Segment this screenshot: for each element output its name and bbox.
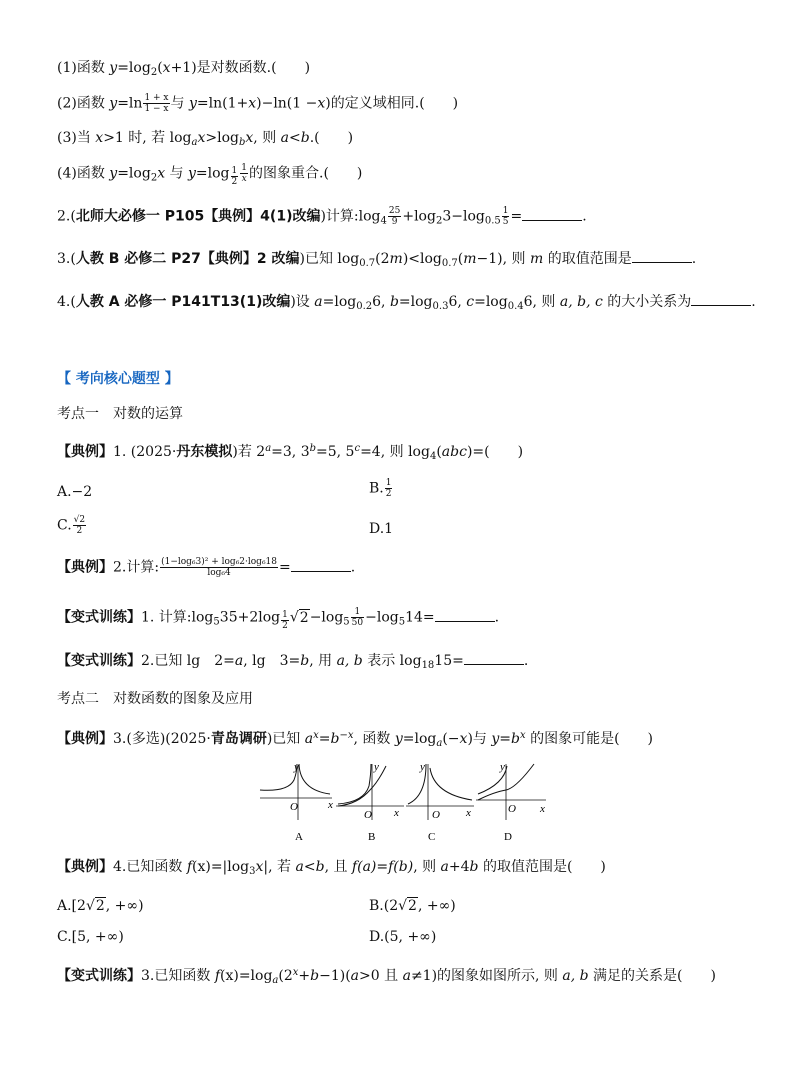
svg-text:y: y — [420, 761, 425, 773]
question-2: 2.(北师大必修一 P105【典例】4(1)改编)计算$:\log_4$ $\frac{25}{9}$ $+\log_23-\log_{0.5}$ $\frac{1}{5}$ = . — [57, 206, 587, 227]
option-graphs — [258, 760, 548, 844]
svg-text:x: x — [328, 799, 333, 811]
option-b[interactable]: B. $\frac{1}{2}$ — [369, 478, 392, 499]
answer-blank[interactable] — [291, 559, 351, 572]
option-d[interactable]: D.(5, +∞) — [369, 929, 437, 945]
svg-text:O: O — [432, 809, 440, 821]
svg-text:y: y — [500, 761, 505, 773]
example-4: 【典例】4.已知函数 $f(x)=|\log_3x|$, 若 a<b, 且 f(a)=f(b), 则 a+4b 的取值范围是( ) — [57, 859, 606, 877]
svg-text:O: O — [364, 809, 372, 821]
section-title: 【 考向核心题型 】 — [57, 371, 179, 387]
svg-text:O: O — [290, 801, 298, 813]
answer-blank[interactable] — [632, 250, 692, 263]
svg-text:x: x — [394, 807, 399, 819]
answer-blank[interactable] — [691, 293, 751, 306]
item-1-2: (2)函数 y=ln $\frac{1 + x}{1 - x}$ 与 y=ln(1+x)−ln(1 −x)的定义域相同.( ) — [57, 93, 459, 114]
fraction: $\frac{\text{(1−log₆3)² + log₆2·log₆18}}{\text{log₆4}}$ — [161, 557, 278, 578]
svg-text:y: y — [374, 761, 379, 773]
svg-text:O: O — [508, 803, 516, 815]
graph-label-d: D — [504, 831, 512, 843]
graph-d[interactable] — [476, 761, 546, 843]
graph-label-a: A — [295, 831, 303, 843]
question-4: 4.(人教 A 必修一 P141T13(1)改编)设 $a=\log_{0.2}6$, $b=\log_{0.3}6$, $c=\log_{0.4}6$, 则 a, b, c 的大小关系为 . — [57, 294, 756, 312]
fraction: $\frac{1}{x}$ — [241, 163, 247, 184]
fraction: $\frac{1 + x}{1 - x}$ — [144, 93, 169, 114]
variant-1: 【变式训练】1. 计算$:\log_535+2\log$ $\frac{1}{2}$ $√2-\log_5$ $\frac{1}{50}$ $-\log_514=$ . — [57, 607, 500, 631]
question-3: 3.(人教 B 必修二 P27【典例】2 改编)已知 $\log_{0.7}(2m)<\log_{0.7}(m-1)$, 则 m 的取值范围是 . — [57, 251, 697, 269]
graph-label-b: B — [368, 831, 376, 843]
item-1-1: (1)函数 $y=\log_2(x+1)$是对数函数.( ) — [57, 60, 311, 78]
example-2: 【典例】2.计算: $\frac{\text{(1−log₆3)² + log₆2·log₆18}}{\text{log₆4}}$ = . — [57, 557, 356, 578]
variant-3: 【变式训练】3.已知函数 $f(x)=\log_a(2^x+b-1)(a>0$ 且 a≠1)的图象如图所示, 则 a, b 满足的关系是( ) — [57, 967, 716, 986]
svg-text:y: y — [294, 761, 299, 773]
fraction: $\frac{1}{50}$ — [351, 607, 364, 628]
variant-2: 【变式训练】2.已知 lg 2=a, lg 3=b, 用 a, b 表示 $\log_{18}15=$ . — [57, 653, 529, 671]
graph-label-c: C — [428, 831, 436, 843]
item-1-4: (4)函数 $y=\log_2x$ 与 y=log $\frac{1}{2}$ $\frac{1}{x}$ 的图象重合.( ) — [57, 163, 363, 187]
item-1-3: (3)当 x>1 时, 若 $\log_ax>\log_bx$, 则 a<b.( ) — [57, 130, 354, 148]
option-c[interactable]: C. $\frac{√2}{2}$ — [57, 515, 86, 536]
example-3: 【典例】3.(多选)(2025·青岛调研)已知 $a^x=b^{-x}$, 函数 $y=\log_a(-x)$与 $y=b^x$ 的图象可能是( ) — [57, 730, 654, 749]
svg-text:x: x — [540, 803, 545, 815]
example-1: 【典例】1. (2025·丹东模拟)若 $2^a=3$, $3^b=5$, $5^c=4$, 则 $\log_4(abc)=$( ) — [57, 443, 524, 462]
topic-2-heading: 考点二 对数函数的图象及应用 — [57, 691, 253, 707]
option-d[interactable]: D.1 — [369, 521, 394, 537]
answer-blank[interactable] — [522, 208, 582, 221]
graph-c[interactable] — [406, 761, 474, 843]
answer-blank[interactable] — [435, 609, 495, 622]
option-a[interactable]: A.[2√2, +∞) — [57, 898, 144, 914]
option-b[interactable]: B.(2√2, +∞) — [369, 898, 456, 914]
option-c[interactable]: C.[5, +∞) — [57, 929, 124, 945]
graph-a[interactable] — [260, 761, 333, 843]
fraction: $\frac{1}{2}$ — [231, 165, 238, 187]
topic-1-heading: 考点一 对数的运算 — [57, 406, 183, 422]
option-a[interactable]: A.−2 — [57, 484, 93, 500]
answer-blank[interactable] — [464, 652, 524, 665]
graph-b[interactable] — [336, 761, 404, 843]
fraction: $\frac{1}{5}$ — [502, 206, 509, 227]
fraction: $\frac{25}{9}$ — [388, 206, 401, 227]
fraction: $\frac{1}{2}$ — [282, 609, 288, 631]
svg-text:x: x — [466, 807, 471, 819]
